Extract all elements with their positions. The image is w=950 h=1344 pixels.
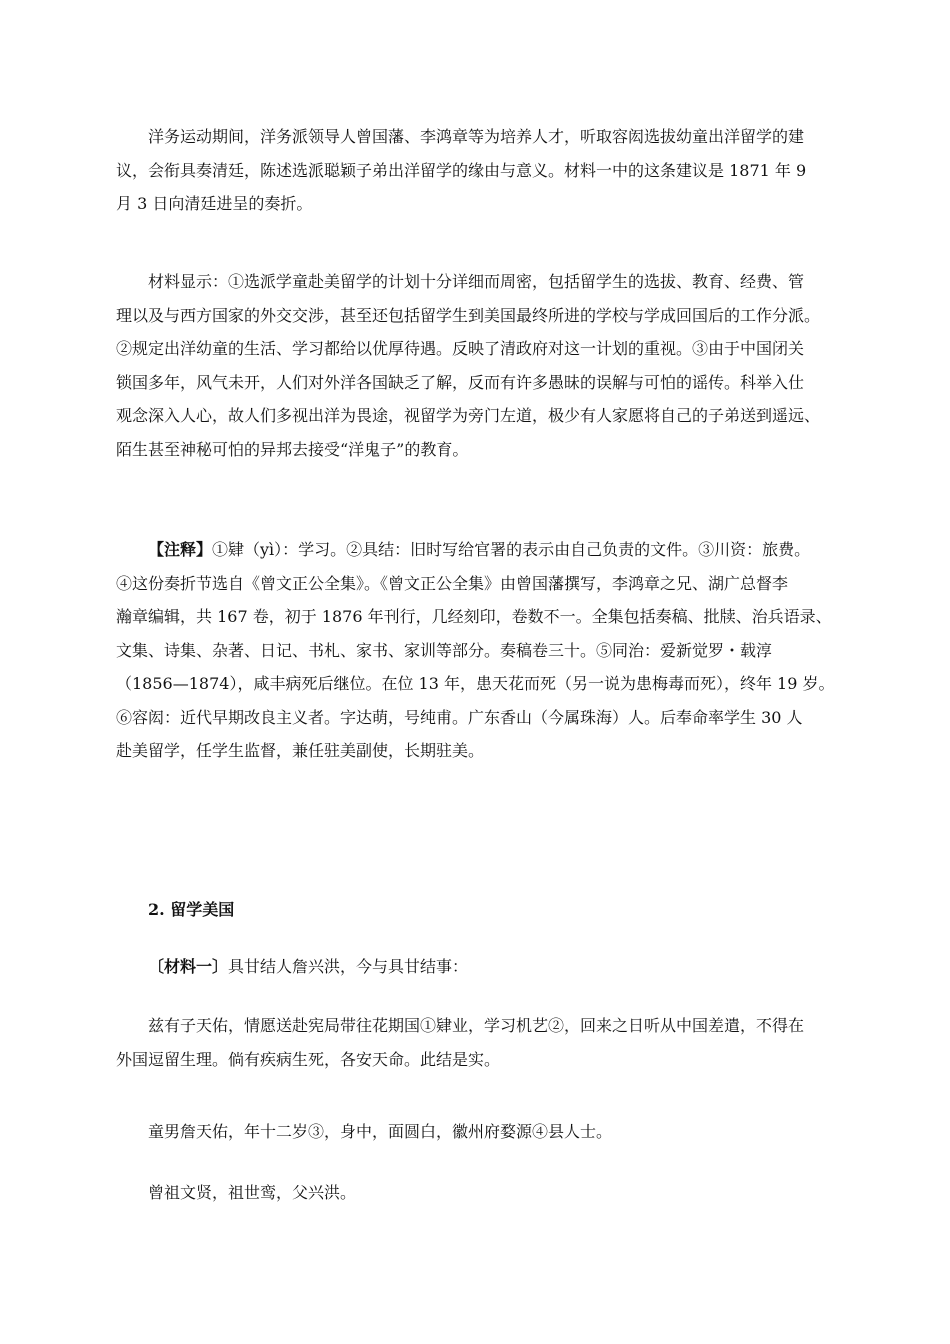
text-line: 外国逗留生理。倘有疾病生死，各安天命。此结是实。 <box>116 1049 501 1069</box>
section-heading: 2. 留学美国 <box>148 900 235 919</box>
text-line: 童男詹天佑，年十二岁③，身中，面圆白，徽州府婺源④县人士。 <box>148 1122 613 1141</box>
paragraph-analysis <box>116 265 840 466</box>
text-line: ④这份奏折节选自《曾文正公全集》。《曾文正公全集》由曾国藩撰写，李鸿章之兄、湖广总督李 <box>116 573 789 593</box>
paragraph-notes <box>116 533 840 768</box>
text-line: 月 3 日向清廷进呈的奏折。 <box>116 194 313 213</box>
text-line: 曾祖文贤，祖世鸾，父兴洪。 <box>148 1183 357 1202</box>
paragraph-ancestry <box>116 1176 840 1210</box>
paragraph-pledge <box>116 1009 840 1076</box>
text-line: 瀚章编辑，共 167 卷，初于 1876 年刊行，几经刻印，卷数不一。全集包括奏稿、批牍、治兵语录、 <box>116 607 832 626</box>
text-line: （1856—1874），咸丰病死后继位。在位 13 年，患天花而死（另一说为患梅毒而死），终年 19 岁。 <box>116 674 835 693</box>
material-line <box>116 950 840 984</box>
notes-first-line <box>116 533 840 567</box>
paragraph-material-one <box>116 950 840 984</box>
text-line: ⑥容闳：近代早期改良主义者。字达萌，号纯甫。广东香山（今属珠海）人。后奉命率学生 30 人 <box>116 707 803 727</box>
text-line: 议，会衔具奏清廷，陈述选派聪颖子弟出洋留学的缘由与意义。材料一中的这条建议是 1871 年 9 <box>116 160 807 180</box>
text-line: 理以及与西方国家的外交交涉，甚至还包括留学生到美国最终所进的学校与学成回国后的工作分派。 <box>116 305 821 325</box>
text-line: 兹有子天佑，情愿送赴宪局带往花期国①肄业，学习机艺②，回来之日听从中国差遣，不得在 <box>148 1016 805 1035</box>
material-text: 具甘结人詹兴洪，今与具甘结事： <box>228 957 469 976</box>
text-line: 材料显示：①选派学童赴美留学的计划十分详细而周密，包括留学生的选拔、教育、经费、管 <box>148 272 805 291</box>
text-line: 文集、诗集、杂著、日记、书札、家书、家训等部分。奏稿卷三十。⑤同治：爱新觉罗・载淳 <box>116 640 773 660</box>
text-line: 赴美留学，任学生监督，兼任驻美副使，长期驻美。 <box>116 741 485 760</box>
text-line: 观念深入人心，故人们多视出洋为畏途，视留学为旁门左道，极少有人家愿将自己的子弟送到遥远、 <box>116 406 821 425</box>
paragraph-background <box>116 120 840 221</box>
notes-first-text: ①肄（yì）：学习。②具结：旧时写给官署的表示由自己负责的文件。③川资：旅费。 <box>212 540 811 559</box>
text-line: 洋务运动期间，洋务派领导人曾国藩、李鸿章等为培养人才，听取容闳选拔幼童出洋留学的建 <box>148 127 805 146</box>
text-line: 陌生甚至神秘可怕的异邦去接受“洋鬼子”的教育。 <box>116 439 469 459</box>
text-line: 锁国多年，风气未开，人们对外洋各国缺乏了解，反而有许多愚昧的误解与可怕的谣传。科举入仕 <box>116 372 805 392</box>
section-heading-block <box>116 893 840 927</box>
material-label: 〔材料一〕 <box>148 957 229 976</box>
notes-label: 【注释】 <box>148 540 213 559</box>
text-line: ②规定出洋幼童的生活、学习都给以优厚待遇。反映了清政府对这一计划的重视。③由于中国闭关 <box>116 339 805 358</box>
paragraph-description <box>116 1115 840 1149</box>
